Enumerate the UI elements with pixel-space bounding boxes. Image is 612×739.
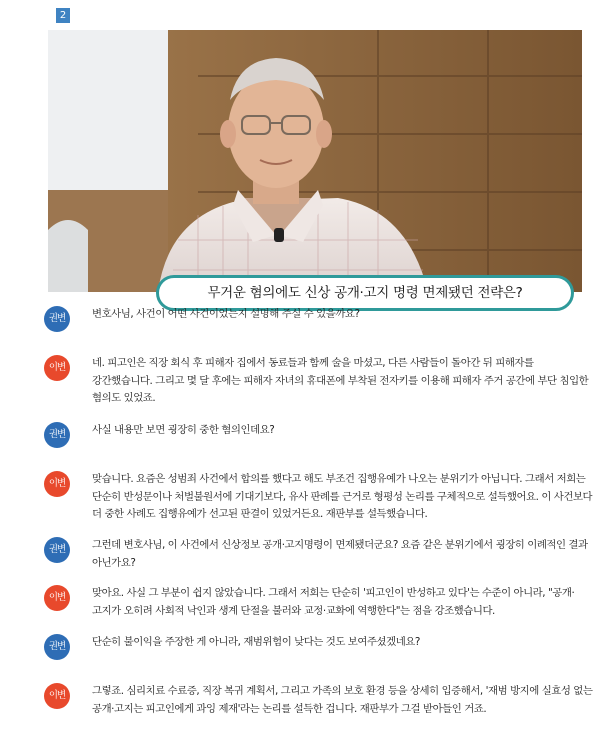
lawyer-badge: 이변 [44, 683, 70, 709]
answer-text: 네. 피고인은 직장 회식 후 피해자 집에서 동료들과 함께 술을 마셨고, 다른 사람들이 돌아간 뒤 피해자를 강간했습니다. 그리고 몇 달 후에는 피해자 자녀의 휴대폰에 부착된 전자키를 이용해 피해자 주거 공간에 부단 침입한 혐의도 있었죠. [92, 357, 589, 404]
question-text: 그런데 변호사님, 이 사건에서 신상정보 공개·고지명령이 면제됐더군요? 요즘 같은 분위기에서 굉장히 이례적인 결과 아닌가요? [92, 539, 588, 569]
qa-block-answer [44, 355, 594, 408]
headline-caption: 무거운 혐의에도 신상 공개·고지 명령 면제됐던 전략은? [156, 275, 574, 311]
answer-text: 맞아요. 사실 그 부분이 쉽지 않았습니다. 그래서 저희는 단순히 '피고인이 반성하고 있다'는 수준이 아니라, "공개·고지가 오히려 사회적 낙인과 생계 단절을 불러와 교정·교화에 역행한다"는 점을 강조했습니다. [92, 587, 575, 617]
interviewer-badge: 권변 [44, 634, 70, 660]
interview-photo [48, 30, 582, 301]
lawyer-badge: 이변 [44, 471, 70, 497]
qa-block-answer [44, 585, 594, 620]
interview-photo-illustration [48, 30, 582, 292]
answer-text: 그렇죠. 심리치료 수료증, 직장 복귀 계획서, 그리고 가족의 보호 환경 등을 상세히 입증해서, '재범 방지에 실효성 없는 공개·고지는 피고인에게 과잉 제재'라는 논리를 설득한 겁니다. 재판부가 그걸 받아들인 거죠. [92, 685, 593, 715]
question-text: 단순히 불이익을 주장한 게 아니라, 재범위험이 낮다는 것도 보여주셨겠네요? [92, 636, 420, 648]
lawyer-badge: 이변 [44, 585, 70, 611]
question-text: 변호사님, 사건이 어떤 사건이었는지 설명해 주실 수 있을까요? [92, 308, 360, 320]
question-text: 사실 내용만 보면 굉장히 중한 혐의인데요? [92, 424, 275, 436]
qa-block-question [44, 306, 594, 324]
page-number: 2 [56, 8, 70, 23]
interviewer-badge: 권변 [44, 422, 70, 448]
qa-block-question [44, 634, 594, 652]
qa-block-answer [44, 683, 594, 718]
qa-block-answer [44, 471, 594, 524]
lawyer-badge: 이변 [44, 355, 70, 381]
interviewer-badge: 권변 [44, 537, 70, 563]
qa-block-question [44, 537, 594, 572]
interviewer-badge: 권변 [44, 306, 70, 332]
answer-text: 맞습니다. 요즘은 성범죄 사건에서 합의를 했다고 해도 부조건 집행유예가 나오는 분위기가 아닙니다. 그래서 저희는 단순히 반성문이나 처벌불원서에 기대기보다, 유사 판례를 근거로 형평성 논리를 구체적으로 설득했어요. 이 사건보다 더 중한 사례도 집행유예가 선고된 판결이 있었거든요. 재판부를 설득했습니다. [92, 473, 593, 520]
qa-block-question [44, 422, 594, 440]
